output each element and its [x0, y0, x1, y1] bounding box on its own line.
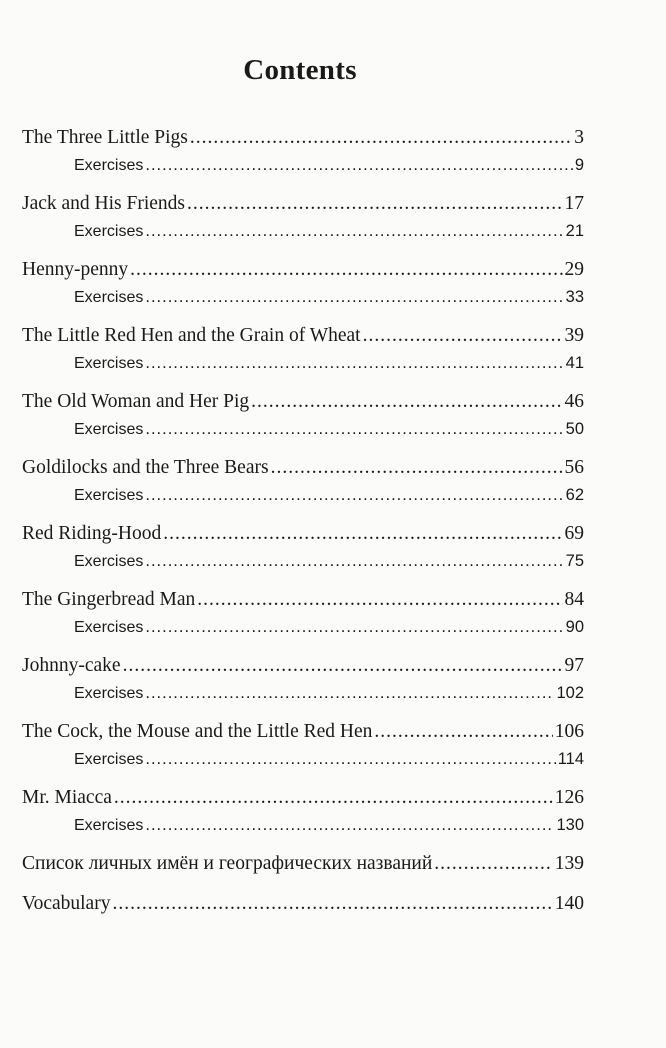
exercises-page-number: 90	[565, 618, 584, 636]
toc-chapter-row[interactable]	[22, 124, 584, 152]
exercises-page-number: 102	[556, 684, 584, 702]
exercises-label: Exercises	[74, 553, 144, 570]
dot-leader	[145, 548, 563, 574]
toc-chapter-row[interactable]	[22, 520, 584, 548]
page-title: Contents	[243, 54, 357, 86]
chapter-title: The Little Red Hen and the Grain of Wheat	[22, 325, 361, 346]
chapter-title: Henny-penny	[22, 259, 129, 280]
dot-leader	[197, 586, 562, 614]
chapter-page-number: 84	[564, 589, 584, 610]
dot-leader	[187, 190, 562, 218]
exercises-page-number: 75	[565, 552, 584, 570]
toc-exercises-row[interactable]	[22, 350, 584, 376]
dot-leader	[434, 850, 552, 878]
dot-leader	[145, 218, 563, 244]
toc-entry	[22, 322, 584, 376]
exercises-page-number: 9	[574, 156, 584, 174]
dot-leader	[374, 718, 552, 746]
chapter-title: Red Riding-Hood	[22, 523, 162, 544]
dot-leader	[251, 388, 562, 416]
chapter-page-number: 39	[564, 325, 584, 346]
dot-leader	[145, 680, 554, 706]
exercises-page-number: 21	[565, 222, 584, 240]
chapter-page-number: 97	[564, 655, 584, 676]
chapter-page-number: 3	[574, 127, 584, 148]
toc-entry	[22, 718, 584, 772]
dot-leader	[145, 350, 563, 376]
exercises-label: Exercises	[74, 685, 144, 702]
toc-chapter-row[interactable]	[22, 652, 584, 680]
exercises-page-number: 130	[556, 816, 584, 834]
chapter-title: Список личных имён и географических названий	[22, 853, 433, 874]
chapter-title: Mr. Miacca	[22, 787, 112, 808]
toc-chapter-row[interactable]	[22, 388, 584, 416]
toc-chapter-row[interactable]	[22, 718, 584, 746]
toc-chapter-row[interactable]	[22, 190, 584, 218]
chapter-page-number: 46	[564, 391, 584, 412]
toc-entry	[22, 454, 584, 508]
dot-leader	[112, 890, 552, 918]
toc-chapter-row[interactable]	[22, 890, 584, 918]
exercises-label: Exercises	[74, 421, 144, 438]
exercises-page-number: 33	[565, 288, 584, 306]
toc-chapter-row[interactable]	[22, 784, 584, 812]
chapter-page-number: 56	[564, 457, 584, 478]
dot-leader	[145, 482, 563, 508]
dot-leader	[145, 746, 555, 772]
dot-leader	[130, 256, 562, 284]
toc-chapter-row[interactable]	[22, 454, 584, 482]
dot-leader	[145, 812, 554, 838]
toc-entry	[22, 124, 584, 178]
toc-chapter-row[interactable]	[22, 850, 584, 878]
toc-entry	[22, 850, 584, 878]
chapter-title: Goldilocks and the Three Bears	[22, 457, 269, 478]
toc-exercises-row[interactable]	[22, 152, 584, 178]
dot-leader	[145, 152, 572, 178]
toc-entry	[22, 890, 584, 918]
exercises-label: Exercises	[74, 751, 144, 768]
exercises-page-number: 41	[565, 354, 584, 372]
toc-chapter-row[interactable]	[22, 322, 584, 350]
toc-exercises-row[interactable]	[22, 812, 584, 838]
toc-entry	[22, 586, 584, 640]
toc-entry	[22, 190, 584, 244]
toc-entry	[22, 784, 584, 838]
chapter-title: The Old Woman and Her Pig	[22, 391, 250, 412]
exercises-label: Exercises	[74, 817, 144, 834]
chapter-page-number: 140	[554, 893, 584, 914]
chapter-page-number: 126	[554, 787, 584, 808]
toc-exercises-row[interactable]	[22, 614, 584, 640]
toc-exercises-row[interactable]	[22, 548, 584, 574]
dot-leader	[123, 652, 563, 680]
dot-leader	[114, 784, 553, 812]
exercises-label: Exercises	[74, 355, 144, 372]
exercises-page-number: 50	[565, 420, 584, 438]
toc-exercises-row[interactable]	[22, 482, 584, 508]
toc-entry	[22, 256, 584, 310]
toc-chapter-row[interactable]	[22, 256, 584, 284]
chapter-title: Johnny-cake	[22, 655, 121, 676]
toc-entry	[22, 388, 584, 442]
chapter-page-number: 69	[564, 523, 584, 544]
chapter-page-number: 139	[554, 853, 584, 874]
dot-leader	[271, 454, 563, 482]
toc-exercises-row[interactable]	[22, 284, 584, 310]
exercises-page-number: 62	[565, 486, 584, 504]
dot-leader	[145, 416, 563, 442]
chapter-page-number: 17	[564, 193, 584, 214]
exercises-label: Exercises	[74, 289, 144, 306]
toc-entry	[22, 652, 584, 706]
toc-exercises-row[interactable]	[22, 680, 584, 706]
dot-leader	[363, 322, 563, 350]
dot-leader	[145, 284, 563, 310]
chapter-title: The Three Little Pigs	[22, 127, 188, 148]
toc-entry	[22, 520, 584, 574]
exercises-page-number: 114	[557, 750, 584, 768]
toc-chapter-row[interactable]	[22, 586, 584, 614]
toc-exercises-row[interactable]	[22, 746, 584, 772]
dot-leader	[190, 124, 572, 152]
exercises-label: Exercises	[74, 487, 144, 504]
exercises-label: Exercises	[74, 223, 144, 240]
toc-exercises-row[interactable]	[22, 218, 584, 244]
chapter-title: Vocabulary	[22, 893, 111, 914]
chapter-page-number: 106	[554, 721, 584, 742]
chapter-title: Jack and His Friends	[22, 193, 186, 214]
exercises-label: Exercises	[74, 619, 144, 636]
exercises-label: Exercises	[74, 157, 144, 174]
chapter-title: The Cock, the Mouse and the Little Red Hen	[22, 721, 373, 742]
dot-leader	[163, 520, 562, 548]
dot-leader	[145, 614, 563, 640]
chapter-page-number: 29	[564, 259, 584, 280]
table-of-contents	[22, 124, 584, 930]
chapter-title: The Gingerbread Man	[22, 589, 196, 610]
toc-exercises-row[interactable]	[22, 416, 584, 442]
